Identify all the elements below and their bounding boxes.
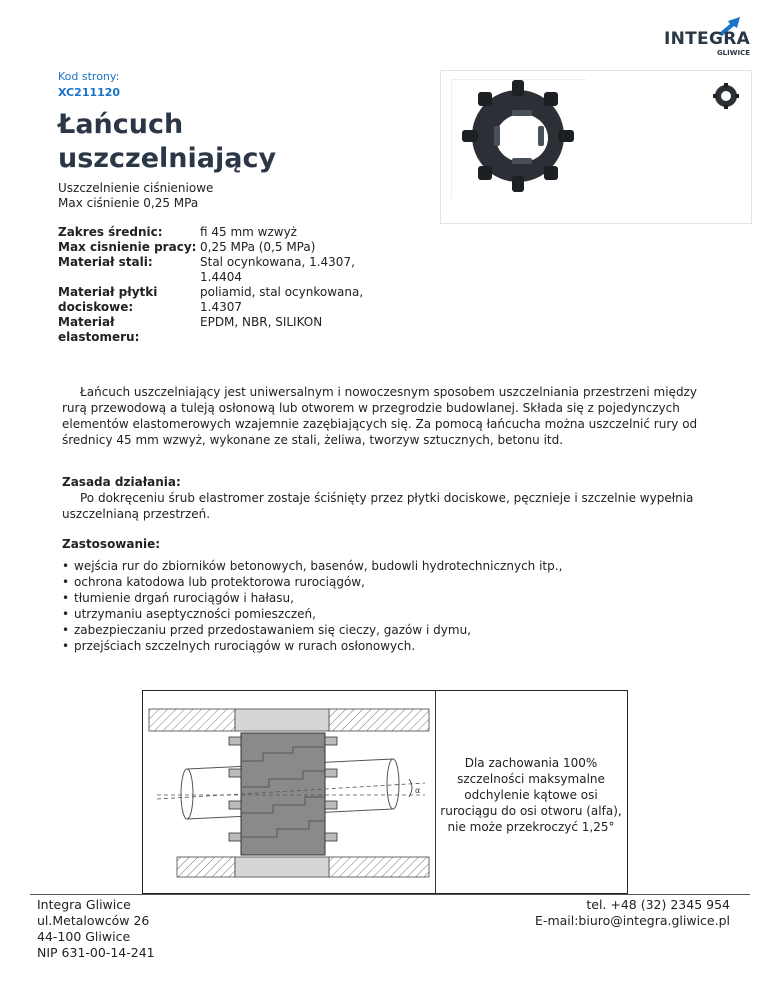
list-item: • zabezpieczaniu przed przedostawaniem się cieczy, gazów i dymu,: [62, 622, 562, 638]
spec-row: [58, 225, 375, 240]
alpha-label: α: [415, 786, 421, 795]
spec-key: Zakres średnic:: [58, 225, 163, 239]
list-item: • wejścia rur do zbiorników betonowych, basenów, budowli hydrotechnicznych itp.,: [62, 558, 562, 574]
product-photo-gallery: [440, 70, 752, 224]
page-code-value: XC211120: [58, 86, 121, 99]
principle-section: [62, 474, 710, 522]
spec-row: [58, 315, 375, 345]
spec-key: Max cisnienie pracy:: [58, 240, 197, 254]
spec-row: [58, 285, 375, 315]
subtitle-line: Max ciśnienie 0,25 MPa: [58, 196, 199, 210]
cross-section-drawing: [143, 691, 435, 893]
footer-nip: NIP 631-00-14-241: [37, 945, 155, 960]
diagram-divider: [435, 691, 436, 893]
spec-value: poliamid, stal ocynkowana, 1.4307: [200, 285, 364, 314]
list-item: • utrzymaniu aseptyczności pomieszczeń,: [62, 606, 562, 622]
footer-divider: [30, 894, 750, 895]
principle-heading: Zasada działania:: [62, 475, 181, 489]
spec-row: [58, 240, 375, 255]
spec-value: EPDM, NBR, SILIKON: [200, 315, 323, 329]
page-title: Łańcuch uszczelniający: [58, 109, 277, 174]
logo-word: INTEGRA: [664, 29, 751, 49]
installation-diagram: [142, 690, 628, 894]
footer-phone: tel. +48 (32) 2345 954: [586, 897, 730, 912]
page-code-label: Kod strony:: [58, 70, 120, 83]
subtitle-line: Uszczelnienie ciśnieniowe: [58, 181, 214, 195]
spec-value: Stal ocynkowana, 1.4307, 1.4404: [200, 255, 355, 284]
list-item: • ochrona katodowa lub protektorowa rurociągów,: [62, 574, 562, 590]
description-text: Łańcuch uszczelniający jest uniwersalnym i nowoczesnym sposobem uszczelniania przestrzeni między rurą przewodową a tuleją osłonową lub otworem w przegrodzie budowlanej. Składa się z pojedynczych elementów elastomerowych wzajemnie zazębiających się. Za pomocą łańcucha można uszczelnić rury od średnicy 45 mm wzwyż, wykonane ze stali, żeliwa, tworzyw sztucznych, betonu itd.: [62, 385, 698, 447]
usage-list: [62, 558, 562, 654]
product-description: [62, 384, 710, 448]
list-item: • tłumienie drgań rurociągów i hałasu,: [62, 590, 562, 606]
usage-heading: Zastosowanie:: [62, 537, 161, 551]
spec-row: [58, 255, 375, 285]
footer-contact: [535, 897, 730, 929]
integra-logo: [664, 16, 754, 60]
product-photo-frame: [451, 79, 586, 198]
footer-address: [37, 897, 155, 961]
seal-chain-image: [452, 80, 586, 198]
specs-table: [58, 225, 375, 345]
seal-chain-thumbnail[interactable]: [711, 83, 741, 109]
list-item: • przejściach szczelnych rurociągów w rurach osłonowych.: [62, 638, 562, 654]
spec-value: fi 45 mm wzwyż: [200, 225, 297, 239]
spec-value: 0,25 MPa (0,5 MPa): [200, 240, 316, 254]
footer-city: 44-100 Gliwice: [37, 929, 131, 944]
spec-key: Materiał płytki dociskowe:: [58, 285, 158, 314]
spec-key: Materiał stali:: [58, 255, 153, 269]
diagram-note: Dla zachowania 100% szczelności maksymalne odchylenie kątowe osi rurociągu do osi otworu (alfa), nie może przekroczyć 1,25°: [440, 756, 622, 834]
spec-key: Materiał elastomeru:: [58, 315, 140, 344]
footer-street: ul.Metalowców 26: [37, 913, 150, 928]
principle-text: Po dokręceniu śrub elastromer zostaje ściśnięty przez płytki dociskowe, pęcznieje i szczelnie wypełnia uszczelnianą przestrzeń.: [62, 491, 694, 521]
footer-email[interactable]: E-mail:biuro@integra.gliwice.pl: [535, 913, 730, 928]
subtitle: [58, 181, 213, 211]
footer-company: Integra Gliwice: [37, 897, 131, 912]
logo-sub: GLIWICE: [716, 49, 750, 57]
